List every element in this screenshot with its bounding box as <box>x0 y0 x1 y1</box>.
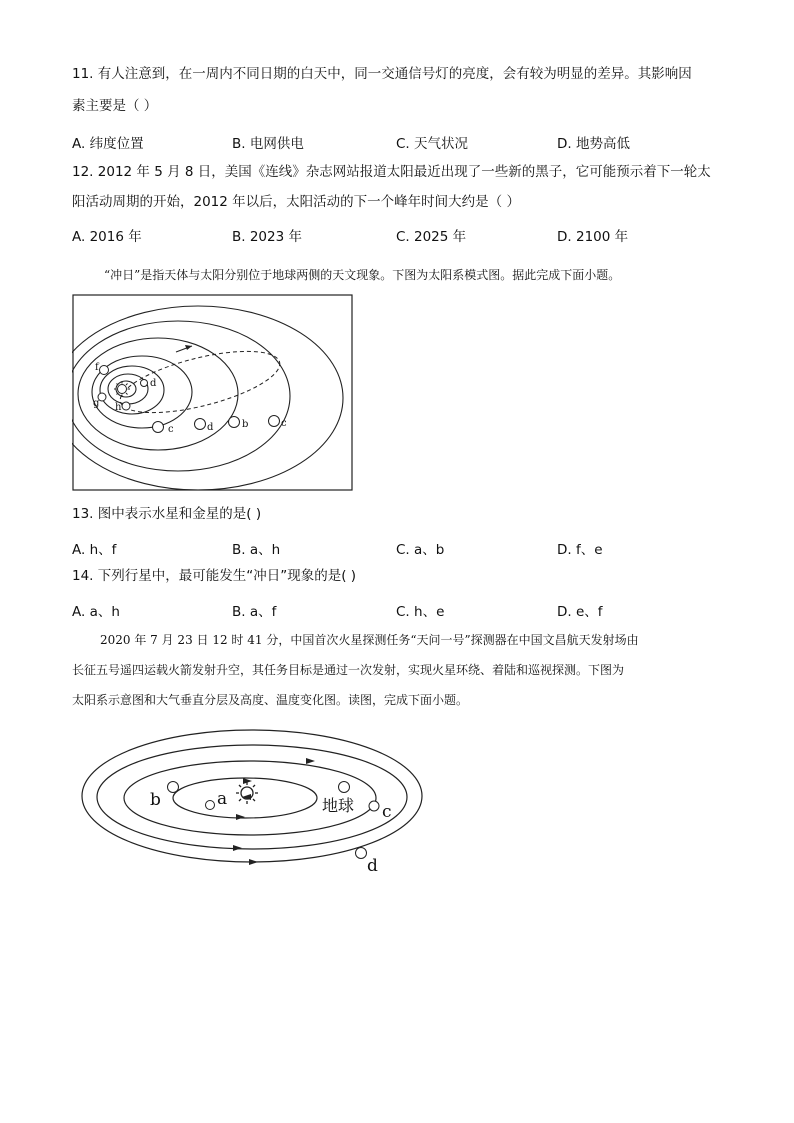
planet-f <box>100 366 109 375</box>
q14-option-c[interactable]: C. h、e <box>396 604 445 620</box>
label-b: b <box>150 790 161 810</box>
planet-a <box>206 801 215 810</box>
label-earth: 地球 <box>322 796 355 815</box>
q13-option-b[interactable]: B. a、h <box>232 542 281 558</box>
planet-d <box>356 848 367 859</box>
q14-stem: 14. 下列行星中，最可能发生“冲日”现象的是( ) <box>72 568 357 584</box>
q11-option-c[interactable]: C. 天气状况 <box>396 136 469 152</box>
passage-2-line2: 长征五号遥四运载火箭发射升空，其任务目标是通过一次发射，实现火星环绕、着陆和巡视探测。下图为 <box>72 663 625 677</box>
q12-option-d[interactable]: D. 2100 年 <box>557 229 629 245</box>
q11-option-b[interactable]: B. 电网供电 <box>232 136 304 152</box>
label-c: c <box>382 802 392 822</box>
q12-option-a[interactable]: A. 2016 年 <box>72 229 142 245</box>
planet-b <box>229 417 240 428</box>
label-d: d <box>207 422 214 433</box>
planet-c-inner <box>153 422 164 433</box>
q13-option-a[interactable]: A. h、f <box>72 542 117 558</box>
label-f: f <box>95 362 99 373</box>
sun-icon <box>236 782 258 804</box>
passage-2-line1: 2020 年 7 月 23 日 12 时 41 分，中国首次火星探测任务“天问一号”探测器在中国文昌航天发射场由 <box>100 633 639 647</box>
label-h: h <box>115 402 122 413</box>
label-a: a <box>217 789 228 809</box>
label-g: g <box>93 398 100 409</box>
q14-option-d[interactable]: D. e、f <box>557 604 603 620</box>
q14-option-b[interactable]: B. a、f <box>232 604 277 620</box>
q14-option-a[interactable]: A. a、h <box>72 604 120 620</box>
solar-system-figure-2 <box>80 726 432 878</box>
solar-system-figure-1 <box>72 294 354 492</box>
planet-c <box>369 801 379 811</box>
q11-option-a[interactable]: A. 纬度位置 <box>72 136 144 152</box>
passage-1: “冲日”是指天体与太阳分别位于地球两侧的天文现象。下图为太阳系模式图。据此完成下面小题。 <box>104 268 621 282</box>
planet-b <box>168 782 179 793</box>
q13-option-d[interactable]: D. f、e <box>557 542 603 558</box>
planet-c <box>269 416 280 427</box>
q12-option-c[interactable]: C. 2025 年 <box>396 229 467 245</box>
q12-option-b[interactable]: B. 2023 年 <box>232 229 302 245</box>
planet-h <box>122 402 130 410</box>
q12-stem-line1: 12. 2012 年 5 月 8 日，美国《连线》杂志网站报道太阳最近出现了一些新的黑子，它可能预示着下一轮太 <box>72 164 711 180</box>
q13-option-c[interactable]: C. a、b <box>396 542 445 558</box>
label-d-inner: d <box>150 378 157 389</box>
label-c: c <box>281 418 287 429</box>
q11-stem-line2: 素主要是（ ） <box>72 98 158 114</box>
label-b: b <box>242 419 249 430</box>
label-d: d <box>367 856 378 876</box>
planet-d <box>195 419 206 430</box>
q12-stem-line2: 阳活动周期的开始，2012 年以后，太阳活动的下一个峰年时间大约是（ ） <box>72 194 520 210</box>
planet-d-inner <box>141 380 148 387</box>
label-c-inner: c <box>168 424 174 435</box>
q11-option-d[interactable]: D. 地势高低 <box>557 136 630 152</box>
q13-stem: 13. 图中表示水星和金星的是( ) <box>72 506 262 522</box>
passage-2-line3: 太阳系示意图和大气垂直分层及高度、温度变化图。读图，完成下面小题。 <box>72 693 469 707</box>
planet-earth <box>339 782 350 793</box>
q11-stem-line1: 11. 有人注意到，在一周内不同日期的白天中，同一交通信号灯的亮度，会有较为明显的差异。其影响因 <box>72 66 692 82</box>
